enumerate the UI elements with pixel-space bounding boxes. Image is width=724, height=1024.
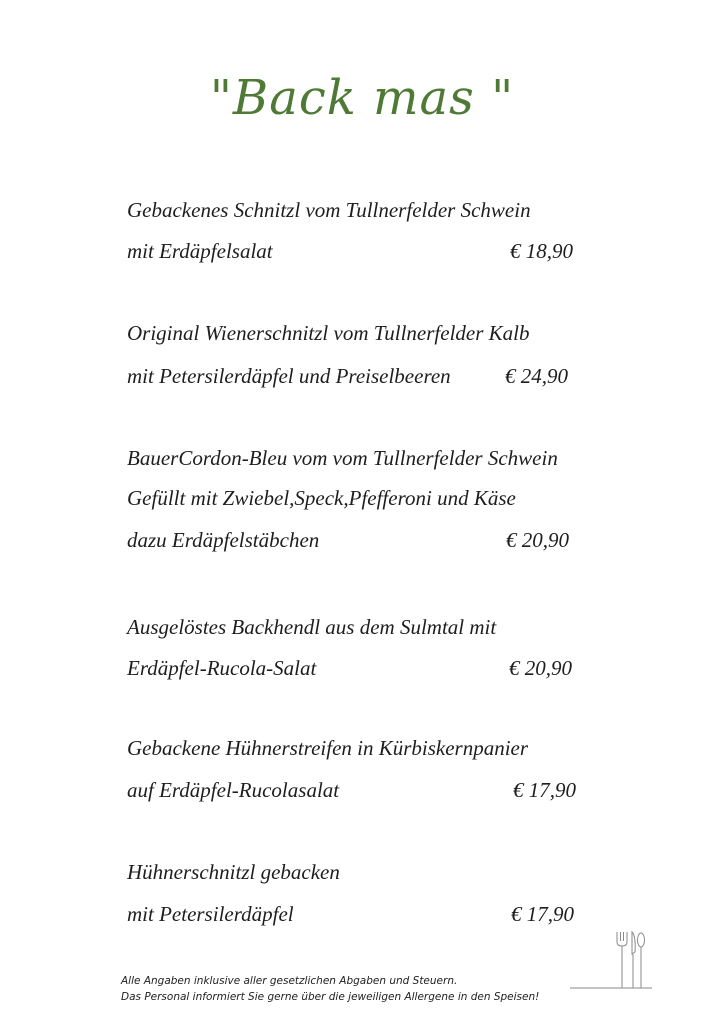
- footer-note-line-2: Das Personal informiert Sie gerne über die jeweiligen Allergene in den Speisen!: [121, 991, 540, 1003]
- menu-item-6-line-1: Hühnerschnitzl gebacken: [127, 860, 340, 884]
- menu-item-3-line-3: dazu Erdäpfelstäbchen: [127, 528, 320, 552]
- menu-item-3-line-1: BauerCordon-Bleu vom vom Tullnerfelder Schwein: [127, 446, 558, 470]
- menu-item-5-line-1: Gebackene Hühnerstreifen in Kürbiskernpanier: [127, 736, 529, 760]
- menu-title: "Back mas ": [209, 70, 515, 126]
- menu-item-6-price: € 17,90: [511, 902, 574, 926]
- menu-item-4-line-2: Erdäpfel-Rucola-Salat: [127, 656, 317, 680]
- menu-item-1-price: € 18,90: [510, 239, 573, 263]
- menu-item-3-line-2: Gefüllt mit Zwiebel,Speck,Pfefferoni und Käse: [127, 486, 516, 510]
- menu-item-2-line-2: mit Petersilerdäpfel und Preiselbeeren: [127, 364, 451, 388]
- footer-note: [121, 973, 539, 1005]
- menu-item-1-line-2: mit Erdäpfelsalat: [127, 239, 273, 263]
- menu-item-5-price: € 17,90: [513, 778, 576, 802]
- footer-note-line-1: Alle Angaben inklusive aller gesetzlichen Abgaben und Steuern.: [121, 975, 458, 987]
- menu-item-4-price: € 20,90: [509, 656, 572, 680]
- cutlery-icon: [570, 928, 654, 994]
- menu-item-2-price: € 24,90: [505, 364, 568, 388]
- menu-item-3-price: € 20,90: [506, 528, 569, 552]
- menu-item-1-line-1: Gebackenes Schnitzl vom Tullnerfelder Schwein: [127, 198, 531, 222]
- menu-item-2-line-1: Original Wienerschnitzl vom Tullnerfelder Kalb: [127, 321, 530, 345]
- menu-item-5-line-2: auf Erdäpfel-Rucolasalat: [127, 778, 340, 802]
- menu-item-6-line-2: mit Petersilerdäpfel: [127, 902, 294, 926]
- menu-item-4-line-1: Ausgelöstes Backhendl aus dem Sulmtal mit: [127, 615, 497, 639]
